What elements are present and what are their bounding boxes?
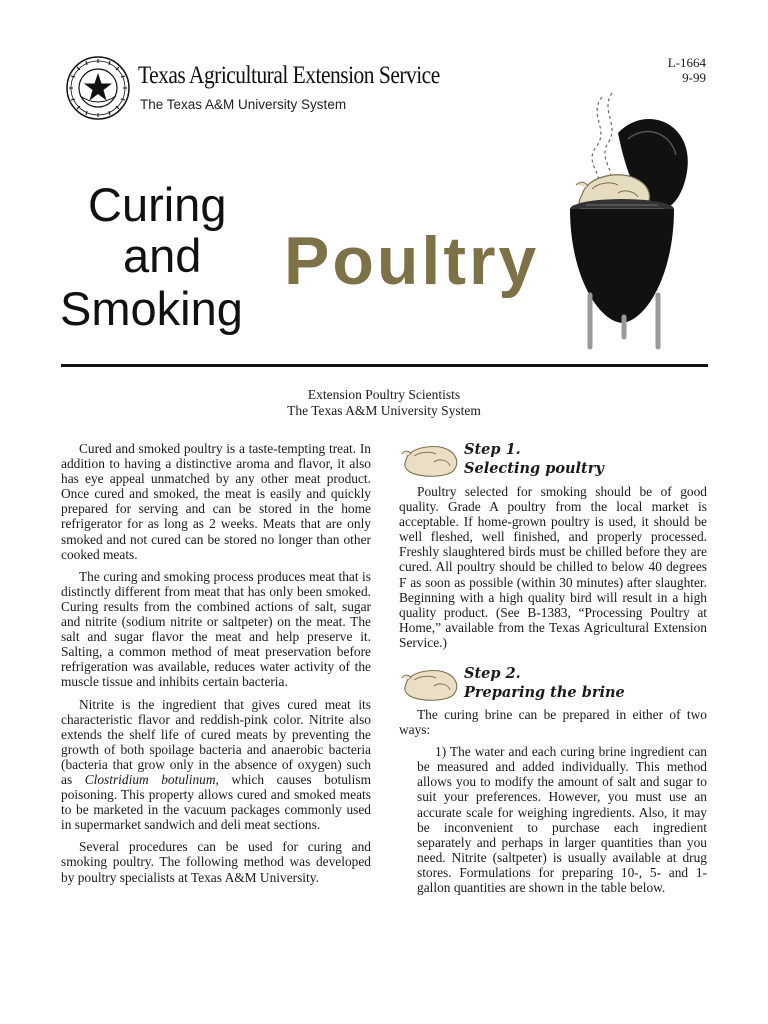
- step1-paragraph: Poultry selected for smoking should be of good quality. Grade A poultry from the local market is acceptable. If home-grown poultry is used, it should be well fleshed, well finished, and properly processed. Freshly slaughtered birds must be chilled before they are cured. All poultry should be chilled to below 40 degrees F as soon as possible (within 30 minutes) after slaughter. Beginning with a high quality bird will result in a high quality product. (See B-1383, “Processing Poultry at Home,” available from the Texas Agricultural Extension Service.): [399, 484, 707, 650]
- organization-subtitle: The Texas A&M University System: [140, 97, 347, 112]
- step1-body: [399, 484, 707, 657]
- title-line-and: and: [123, 229, 202, 282]
- title-divider: [61, 364, 708, 367]
- chicken-icon: [398, 440, 462, 480]
- step2-heading: [464, 664, 625, 702]
- organization-name: Texas Agricultural Extension Service: [138, 62, 440, 89]
- step1-heading: [464, 440, 604, 478]
- curing-paragraph: The curing and smoking process produces meat that is distinctly different from meat that has only been smoked. Curing results from the combined actions of salt, sugar and nitrite (sodium nitrite or saltpeter) on the meat. The salt and sugar flavor the meat and help preserve it. Salting, a common method of meat preservation before refrigeration was available, reduces water activity of the muscle tissue and inhibits certain bacteria.: [61, 568, 371, 690]
- step2-title: Preparing the brine: [464, 684, 625, 701]
- title-line-curing: Curing: [88, 178, 227, 231]
- university-seal-icon: [66, 56, 130, 120]
- title-line-smoking: Smoking: [60, 282, 243, 335]
- publication-date: 9-99: [682, 70, 706, 85]
- smoker-grill-icon: [558, 85, 698, 355]
- step1-title: Selecting poultry: [464, 460, 604, 477]
- nitrite-paragraph: Nitrite is the ingredient that gives cured meat its characteristic flavor and reddish-pink color. Nitrite also extends the shelf life of cured meats by preventing the growth of both spoilage bacteria and anaerobic bacteria (bacteria that grow only in the absence of oxygen) such as Clostridium botulinum, which causes botulism poisoning. This property allows cured and smoked meats to be marketed in the vacuum packages commonly used in supermarket sandwich and deli meat sections.: [61, 696, 371, 833]
- step1-label: Step 1.: [464, 441, 521, 458]
- step2-label: Step 2.: [464, 665, 521, 682]
- step2-body: [399, 707, 707, 902]
- author-line: Extension Poultry Scientists: [307, 387, 461, 402]
- publication-number: L-1664: [667, 55, 706, 70]
- chicken-icon: [398, 664, 462, 704]
- title-poultry: Poultry: [284, 223, 540, 299]
- brine-method-item: 1) The water and each curing brine ingredient can be measured and added individually. This method allows you to modify the amount of salt and sugar to suit your preferences. However, you must use an accurate scale for weighing ingredients. Also, it may be inconvenient to purchase each ingredient separately and perhaps in larger quantities than you need. Nitrite (saltpeter) is usually available at drug stores. Formulations for preparing 10-, 5- and 1-gallon quantities are shown in the table below.: [417, 744, 707, 896]
- bacteria-name: Clostridium botulinum,: [84, 771, 219, 787]
- procedures-paragraph: Several procedures can be used for curing and smoking poultry. The following method was developed by poultry specialists at Texas A&M University.: [61, 839, 371, 885]
- step2-paragraph: The curing brine can be prepared in either of two ways:: [399, 707, 707, 738]
- left-column: [61, 441, 371, 892]
- intro-paragraph: Cured and smoked poultry is a taste-tempting treat. In addition to having a distinctive aroma and flavor, it also has eye appeal unmatched by any other meat product. Once cured and smoked, the meat is easily and quickly prepared for serving and can be stored in the home refrigerator for as long as 2 weeks. Meats that are only smoked and not cured can be stored no longer than other cooked meats.: [61, 441, 371, 562]
- author-affiliation: The Texas A&M University System: [287, 403, 481, 418]
